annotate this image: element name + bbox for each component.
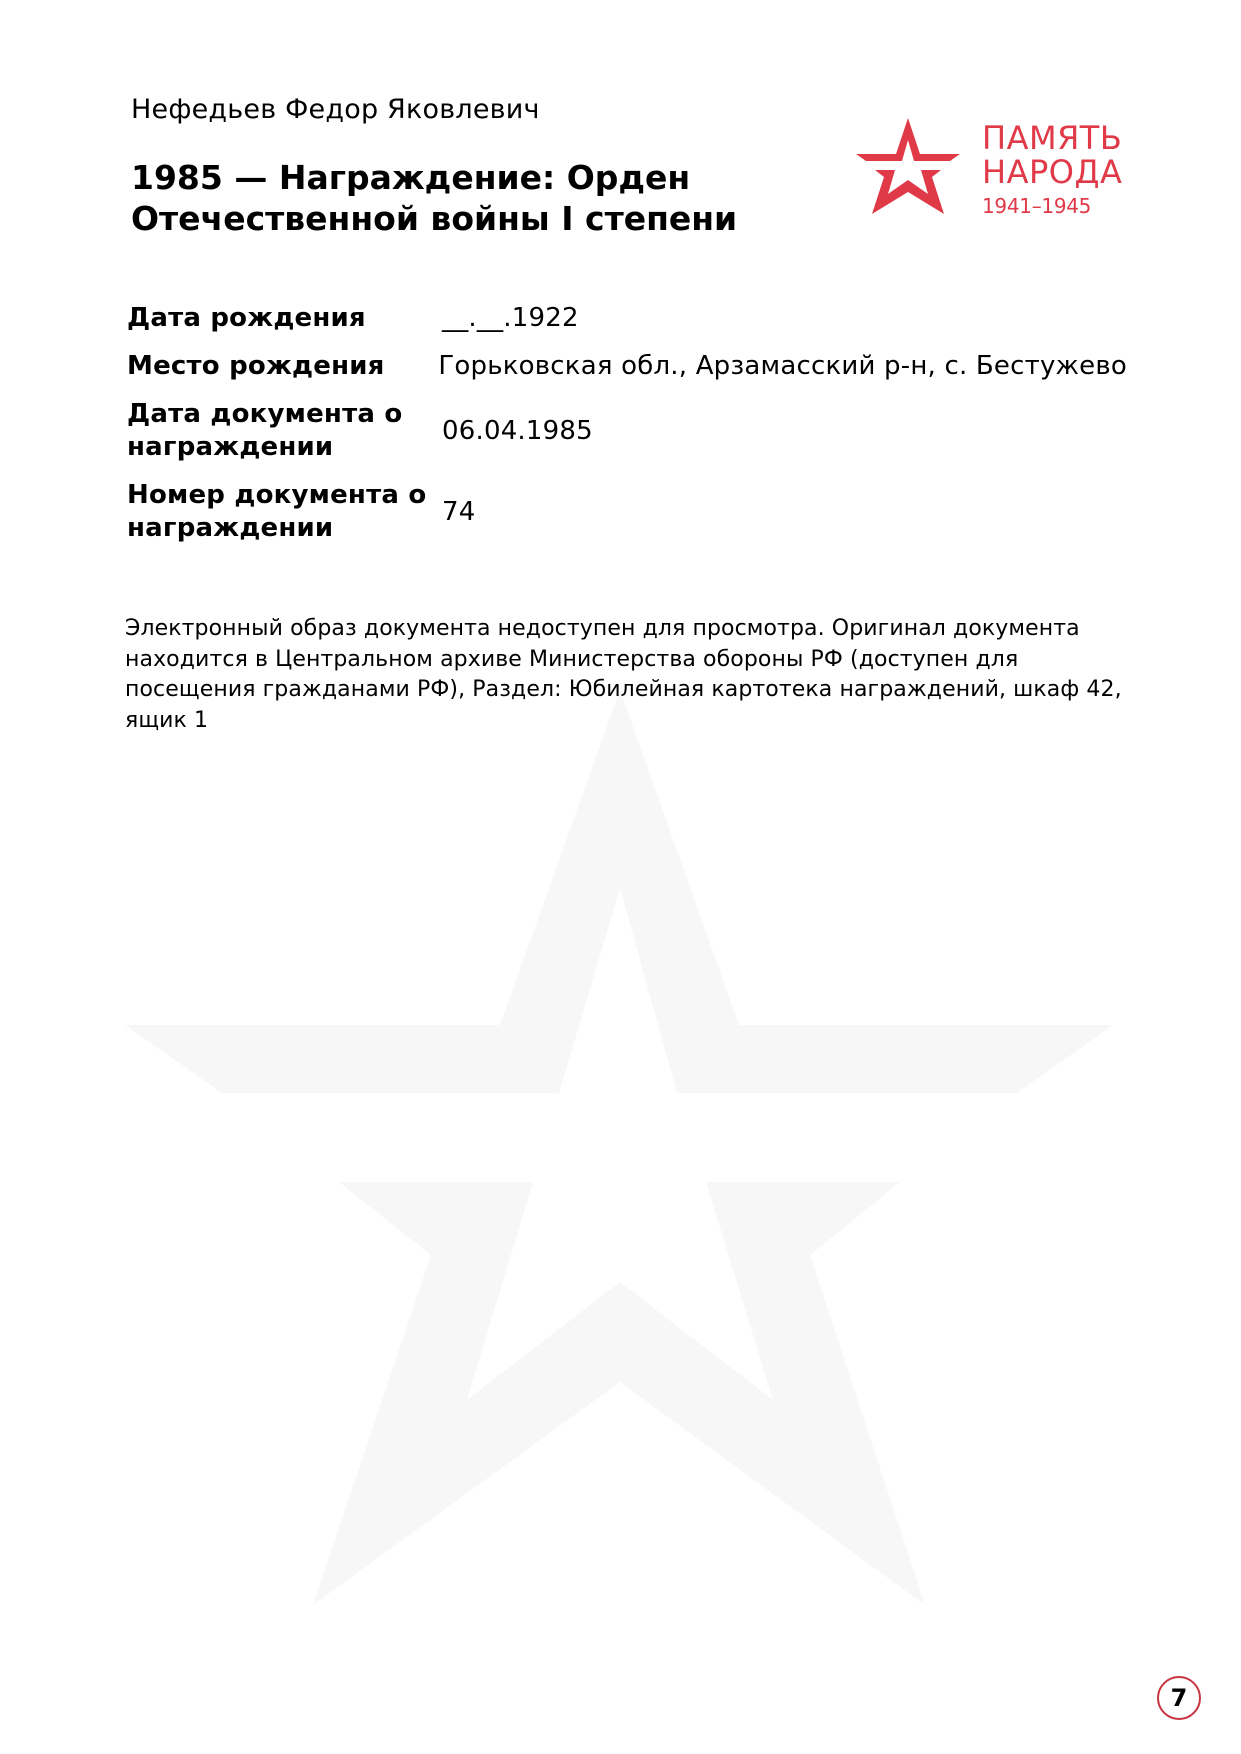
logo-title-line1: ПАМЯТЬ (982, 119, 1123, 157)
info-label: Дата рождения (127, 303, 366, 333)
red-star-icon (856, 114, 966, 224)
logo-years: 1941–1945 (982, 194, 1092, 218)
info-row-birth-place (127, 350, 1127, 383)
person-name: Нефедьев Федор Яковлевич (131, 94, 540, 125)
pamyat-naroda-logo (856, 114, 1126, 224)
info-row-award-doc-number (127, 479, 1127, 545)
logo-title-line2: НАРОДА (982, 153, 1123, 191)
info-label: Номер документа о награждении (127, 480, 427, 543)
info-row-birth-date (127, 302, 1127, 335)
info-value: 74 (442, 496, 476, 527)
info-label: Дата документа о награждении (127, 399, 403, 462)
record-title: 1985 — Награждение: Орден Отечественной войны I степени (131, 158, 738, 238)
info-label: Место рождения (127, 351, 385, 381)
info-table (127, 302, 1127, 545)
info-value: Горьковская обл., Арзамасский р-н, с. Бестужево (438, 351, 1127, 381)
info-value: __.__.1922 (442, 303, 579, 333)
info-value: 06.04.1985 (442, 415, 593, 446)
info-row-award-doc-date (127, 398, 1127, 464)
page-number: 7 (1157, 1676, 1201, 1720)
archive-note: Электронный образ документа недоступен для просмотра. Оригинал документа находится в Центральном архиве Министерства обороны РФ (доступен для посещения гражданами РФ), Раздел: Юбилейная картотека награждений, шкаф 42, ящик 1 (125, 616, 1122, 733)
